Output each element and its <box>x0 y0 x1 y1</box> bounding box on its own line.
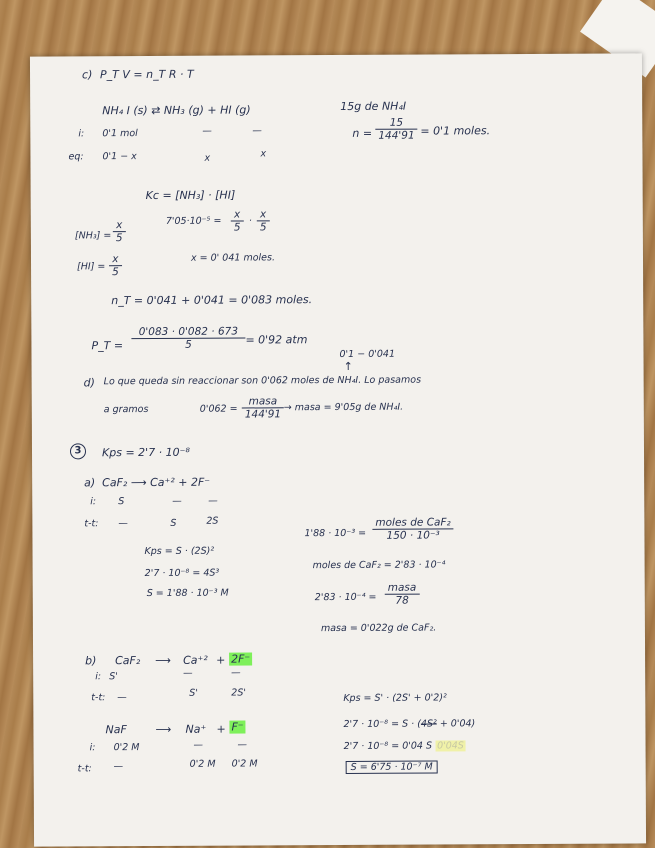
part-b-r1-initial-dash-2: — <box>231 667 241 679</box>
subtraction-note: 0'1 − 0'041 <box>339 348 396 360</box>
row-initial-label: i: <box>78 128 85 140</box>
kc-f2-numerator: x <box>259 208 267 221</box>
part-a-label: a) <box>84 476 96 490</box>
part-a-right-fraction <box>372 516 453 541</box>
hi-denominator: 5 <box>109 265 122 278</box>
part-a-right-denominator: 150 · 10⁻³ <box>372 528 453 541</box>
part-a-reaction: CaF₂ ⟶ Ca⁺² + 2F⁻ <box>102 475 211 490</box>
row-eq-x-1: x <box>204 152 211 164</box>
part-a-right-numerator: moles de CaF₂ <box>375 516 451 529</box>
section-d-label: d) <box>83 376 95 390</box>
pressure-fraction <box>131 325 245 351</box>
moles-result: = 0'1 moles. <box>420 124 491 138</box>
part-b-r1-final-value: — <box>117 692 127 704</box>
part-b-r2-initial-dash-1: — <box>193 739 204 751</box>
row-eq-value: 0'1 − x <box>102 151 137 163</box>
part-b-r1-initial-value: S' <box>109 671 118 683</box>
part-a-mass-numerator: masa <box>387 581 417 594</box>
section-d-calc-lhs: 0'062 = <box>199 403 238 415</box>
mass-note: 15g de NH₄I <box>340 99 407 113</box>
part-a-right-lhs: 1'88 · 10⁻³ = <box>304 527 367 540</box>
row-eq-x-2: x <box>260 148 267 160</box>
part-b-r2-initial-label: i: <box>89 742 96 754</box>
nh3-numerator: x <box>116 219 123 232</box>
section-d-calc-result: → masa = 9'05g de NH₄I. <box>283 401 404 414</box>
part-a-mass-lhs: 2'83 · 10⁻⁴ = <box>314 591 377 604</box>
section-d-numerator: masa <box>248 395 278 408</box>
hi-numerator: x <box>112 253 119 266</box>
part-b-r2-final-na: 0'2 M <box>189 758 216 770</box>
part-b-r1-left: CaF₂ <box>115 654 141 668</box>
row-initial-dash-1: — <box>202 125 212 137</box>
row-initial-dash-2: — <box>252 125 262 137</box>
kc-fraction-1 <box>231 208 244 233</box>
part-b-r1-final-2s: 2S' <box>231 687 246 699</box>
part-b-kps-eq1-c: + 0'04) <box>436 718 476 730</box>
part-b-label: b) <box>85 654 97 668</box>
highlight-f: F⁻ <box>231 720 244 734</box>
part-b-r2-final-f: 0'2 M <box>231 758 258 770</box>
moles-fraction <box>375 117 417 142</box>
part-a-mass-result: masa = 0'022g de CaF₂. <box>320 622 437 635</box>
part-a-mass-fraction <box>385 582 420 607</box>
part-b-r1-initial-label: i: <box>95 671 102 683</box>
part-b-r2-final-value: — <box>113 761 124 773</box>
part-a-final-value: — <box>118 518 128 530</box>
part-b-r1-final-label: t-t: <box>91 692 106 704</box>
part-a-final-s: S <box>170 517 177 529</box>
moles-denominator: 144'91 <box>375 129 417 142</box>
part-a-mass-denominator: 78 <box>385 594 420 607</box>
section-d-text: Lo que queda sin reaccionar son 0'062 moles de NH₄I. Lo pasamos <box>103 374 422 388</box>
part-b-r2-f <box>229 720 245 733</box>
part-b-kps-equation-1 <box>343 718 475 730</box>
total-moles-line: n_T = 0'041 + 0'041 = 0'083 moles. <box>111 293 313 308</box>
part-a-final-2s: 2S <box>206 515 219 527</box>
part-b-r2-na: Na⁺ <box>185 722 207 736</box>
part-b-kps-expression: Kps = S' · (2S' + 0'2)² <box>343 692 447 704</box>
kps-given: Kps = 2'7 · 10⁻⁸ <box>101 445 190 460</box>
part-b-r1-f <box>229 652 252 665</box>
hi-conc-label: [HI] = <box>77 261 106 273</box>
hi-fraction <box>109 253 122 278</box>
part-a-initial-label: i: <box>90 496 97 508</box>
section-d-text-2: a gramos <box>103 403 149 416</box>
up-arrow-icon: ↑ <box>343 359 353 373</box>
part-a-initial-dash-2: — <box>208 495 218 507</box>
kc-f1-numerator: x <box>233 208 241 221</box>
part-b-kps-eq2-a: 2'7 · 10⁻⁸ = 0'04 S <box>343 740 433 752</box>
kc-value: 7'05·10⁻⁵ = <box>165 215 222 227</box>
part-a-kps-expression: Kps = S · (2S)² <box>144 545 215 558</box>
section-d-denominator: 144'91 <box>242 407 284 420</box>
kc-fraction-2 <box>257 208 270 233</box>
part-b-kps-eq1-a: 2'7 · 10⁻⁸ = S · ( <box>343 718 421 730</box>
part-a-moles-line: moles de CaF₂ = 2'83 · 10⁻⁴ <box>312 559 446 572</box>
kc-f2-denominator: 5 <box>257 220 270 233</box>
part-b-r2-initial-value: 0'2 M <box>113 742 140 754</box>
pressure-result: = 0'92 atm <box>245 333 308 347</box>
part-b-r2-final-label: t-t: <box>77 763 92 775</box>
part-b-kps-eq2-faint: 0'04S <box>437 740 464 752</box>
x-result: x = 0' 041 moles. <box>190 252 276 264</box>
pressure-numerator: 0'083 · 0'082 · 673 <box>138 325 239 339</box>
part-a-initial-dash-1: — <box>172 495 182 507</box>
part-b-r2-left: NaF <box>105 723 127 737</box>
reaction-equation: NH₄ I (s) ⇄ NH₃ (g) + HI (g) <box>102 103 251 118</box>
part-a-s-result: S = 1'88 · 10⁻³ M <box>146 587 229 600</box>
moles-numerator: 15 <box>389 116 404 129</box>
notebook-page <box>30 53 646 846</box>
section-c-label: c) <box>81 68 93 82</box>
kc-f1-denominator: 5 <box>231 220 244 233</box>
part-b-r1-ca: Ca⁺² <box>183 653 208 667</box>
nh3-conc-label: [NH₃] = <box>74 230 112 242</box>
part-b-r2-plus: + <box>216 722 226 736</box>
part-b-r2-initial-dash-2: — <box>237 739 248 751</box>
problem-number-circle: 3 <box>70 443 86 459</box>
part-b-final-answer <box>346 761 438 772</box>
part-b-kps-eq1-crossed: 4S² <box>420 718 437 730</box>
moles-lhs: n = <box>352 126 373 140</box>
part-a-initial-value: S <box>118 496 125 508</box>
part-a-kps-equation: 2'7 · 10⁻⁸ = 4S³ <box>144 567 220 580</box>
ideal-gas-equation: P_T V = n_T R · T <box>99 67 194 82</box>
row-initial-value: 0'1 mol <box>102 128 138 140</box>
kc-dot: · <box>248 215 252 227</box>
kc-expression: Kc = [NH₃] · [HI] <box>145 188 236 203</box>
pressure-label: P_T = <box>91 339 124 353</box>
nh3-fraction <box>113 219 126 244</box>
row-eq-label: eq: <box>68 151 84 163</box>
highlight-2f: 2F⁻ <box>231 652 251 666</box>
part-b-r1-final-s: S' <box>189 687 198 699</box>
part-b-r1-initial-dash-1: — <box>183 667 193 679</box>
part-b-kps-equation-2 <box>344 740 466 752</box>
section-d-fraction <box>242 395 284 420</box>
final-answer-box: S = 6'75 · 10⁻⁷ M <box>346 760 438 773</box>
part-b-r2-arrow: ⟶ <box>155 722 172 736</box>
part-b-r1-plus: + <box>216 653 226 667</box>
part-b-r1-arrow: ⟶ <box>155 653 171 667</box>
nh3-denominator: 5 <box>113 231 126 244</box>
pressure-denominator: 5 <box>131 337 245 351</box>
part-a-final-label: t-t: <box>84 518 99 530</box>
